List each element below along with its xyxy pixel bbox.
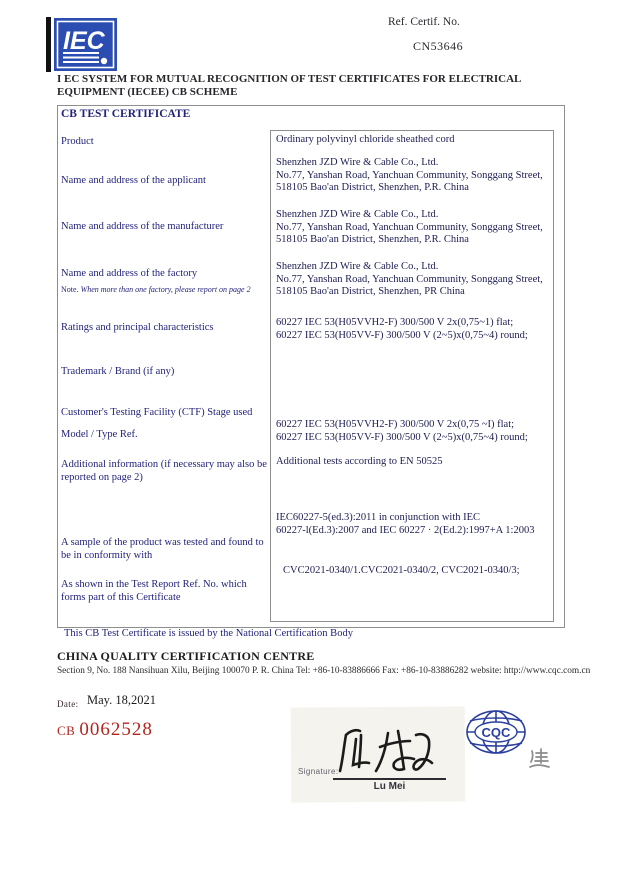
scheme-title: I EC SYSTEM FOR MUTUAL RECOGNITION OF TEST CERTIFICATES FOR ELECTRICAL EQUIPMENT (IECEE) CB SCHEME	[57, 73, 521, 98]
factory-note	[61, 285, 271, 294]
date-value: May. 18,2021	[87, 693, 156, 707]
label-test-report-ref: As shown in the Test Report Ref. No. which forms part of this Certificate	[61, 579, 247, 603]
factory-note-prefix: Note.	[61, 285, 79, 294]
value-manufacturer: Shenzhen JZD Wire & Cable Co., Ltd. No.77, Yanshan Road, Yanchuan Community, Songgang Street, 518105 Bao'an District, Shenzhen, P.R. China	[276, 209, 543, 246]
value-model-type-ref: 60227 IEC 53(H05VVH2-F) 300/500 V 2x(0,75 ~I) flat; 60227 IEC 53(H05VV-F) 300/500 V (2~5)x(0,75~4) round;	[276, 419, 528, 443]
label-factory: Name and address of the factory	[61, 268, 198, 279]
value-sample-conformity: IEC60227-5(ed.3):2011 in conjunction with IEC 60227-l(Ed.3):2007 and IEC 60227 · 2(Ed.2):1997+A 1:2003	[276, 512, 535, 536]
issuer-address: Section 9, No. 188 Nansihuan Xilu, Beijing 100070 P. R. China Tel: +86-10-83886666 Fax: +86-10-83886282 website: http://www.cqc.com.cn	[57, 666, 591, 676]
cqc-logo-icon	[464, 709, 528, 757]
cb-prefix: CB	[57, 723, 76, 738]
factory-note-text: When more than one factory, please report on page 2	[78, 285, 251, 294]
stamp-character-jian	[527, 747, 551, 771]
value-factory: Shenzhen JZD Wire & Cable Co., Ltd. No.77, Yanshan Road, Yanchuan Community, Songgang Street, 518105 Bao'an District, Shenzhen, PR China	[276, 261, 543, 298]
signature-line	[333, 778, 446, 780]
label-additional-info: Additional information (if necessary may also be reported on page 2)	[61, 459, 267, 483]
value-test-report-ref: CVC2021-0340/1.CVC2021-0340/2, CVC2021-0340/3;	[283, 565, 520, 576]
issued-by-line: This CB Test Certificate is issued by the National Certification Body	[64, 628, 353, 639]
value-applicant: Shenzhen JZD Wire & Cable Co., Ltd. No.77, Yanshan Road, Yanchuan Community, Songgang Street, 518105 Bao'an District, Shenzhen, P.R. China	[276, 157, 543, 194]
iec-logo-left-bar	[46, 17, 51, 72]
value-product: Ordinary polyvinyl chloride sheathed cord	[276, 134, 455, 145]
label-trademark: Trademark / Brand (if any)	[61, 366, 175, 377]
label-ratings: Ratings and principal characteristics	[61, 322, 214, 333]
ref-certif-label: Ref. Certif. No.	[388, 16, 460, 28]
value-additional-info: Additional tests according to EN 50525	[276, 456, 443, 467]
certificate-value-box	[270, 130, 554, 622]
iec-logo-icon	[54, 18, 117, 71]
label-model-type-ref: Model / Type Ref.	[61, 429, 138, 440]
cb-number: 0062528	[79, 719, 153, 740]
label-ctf-stage: Customer's Testing Facility (CTF) Stage used	[61, 407, 253, 418]
label-manufacturer: Name and address of the manufacturer	[61, 221, 224, 232]
cb-number-row	[57, 719, 153, 741]
label-product: Product	[61, 136, 94, 147]
label-applicant: Name and address of the applicant	[61, 175, 206, 186]
ref-certif-number: CN53646	[413, 39, 464, 53]
svg-text:CQC: CQC	[481, 725, 511, 740]
value-ratings: 60227 IEC 53(H05VVH2-F) 300/500 V 2x(0,75~1) flat; 60227 IEC 53(H05VV-F) 300/500 V (2~5)x(0,75~4) round;	[276, 317, 528, 341]
handwritten-signature	[332, 725, 444, 777]
certificate-title: CB TEST CERTIFICATE	[61, 108, 191, 120]
signature-name: Lu Mei	[373, 781, 406, 792]
issuer-name: CHINA QUALITY CERTIFICATION CENTRE	[57, 649, 315, 663]
svg-text:IEC: IEC	[63, 27, 105, 55]
signature-label: Signature:	[298, 767, 339, 776]
label-sample-conformity: A sample of the product was tested and found to be in conformity with	[61, 537, 264, 561]
date-label: Date:	[57, 699, 79, 709]
